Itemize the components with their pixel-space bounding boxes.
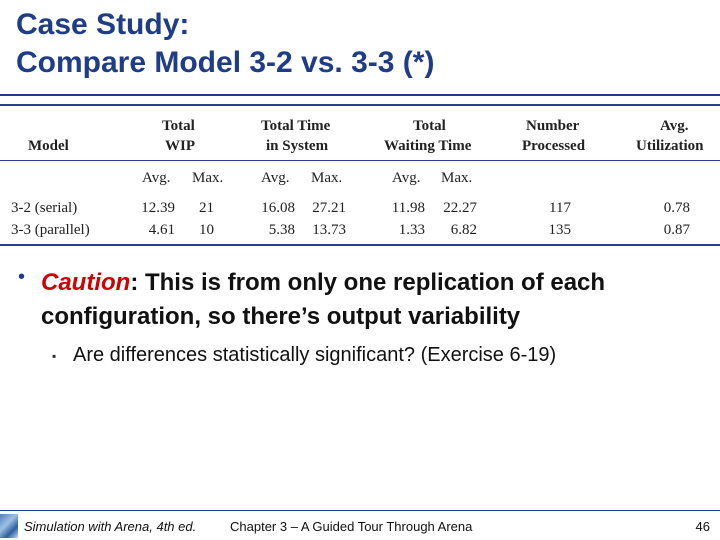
arena-logo-icon: [0, 514, 18, 538]
row2-time-max: 13.73: [312, 222, 346, 238]
footer-chapter-title: Chapter 3 – A Guided Tour Through Arena: [230, 519, 473, 534]
caution-word: Caution: [41, 269, 131, 296]
subheader-wip-avg: Avg.: [142, 170, 171, 186]
table-top-rule: [0, 104, 720, 106]
subheader-time-max: Max.: [311, 170, 343, 186]
subheader-wait-max: Max.: [441, 170, 473, 186]
caution-body: : This is from only one replication of each configuration, so there’s output variability: [41, 269, 606, 330]
row2-time-avg: 5.38: [268, 222, 295, 238]
row1-wip-max: 21: [199, 200, 214, 216]
subheader-time-avg: Avg.: [261, 170, 290, 186]
row1-utilization: 0.78: [663, 200, 690, 216]
header-wip-2: WIP: [165, 138, 195, 154]
header-util-2: Utilization: [636, 138, 704, 154]
sub-bullet-text: Are differences statistically significant? (Exercise 6-19): [73, 344, 557, 366]
slide-title: [16, 6, 434, 82]
title-line-2: Compare Model 3-2 vs. 3-3 (*): [16, 46, 435, 79]
footer-divider: [0, 510, 720, 511]
row1-wait-max: 22.27: [443, 200, 477, 216]
row1-wip-avg: 12.39: [141, 200, 175, 216]
sub-bullet-marker: ▪: [52, 349, 57, 363]
footer-book-title: Simulation with Arena, 4th ed.: [24, 519, 197, 534]
header-wait-1: Total: [413, 118, 446, 134]
bullet-marker: •: [18, 266, 26, 288]
row1-processed: 117: [549, 200, 571, 216]
header-time-2: in System: [266, 138, 329, 154]
row2-model: 3-3 (parallel): [11, 222, 90, 238]
page-number: 46: [695, 519, 710, 534]
row2-wait-avg: 1.33: [398, 222, 425, 238]
header-model: Model: [28, 138, 69, 154]
row1-model: 3-2 (serial): [11, 200, 78, 216]
table-bottom-rule: [0, 244, 720, 246]
row2-wait-max: 6.82: [450, 222, 477, 238]
row1-wait-avg: 11.98: [391, 200, 425, 216]
header-util-1: Avg.: [660, 118, 689, 134]
subheader-wait-avg: Avg.: [392, 170, 421, 186]
comparison-table: [0, 104, 720, 246]
row1-time-avg: 16.08: [261, 200, 295, 216]
header-num-1: Number: [526, 118, 580, 134]
row2-processed: 135: [548, 222, 571, 238]
row2-utilization: 0.87: [663, 222, 690, 238]
caution-bullet-text: [41, 266, 716, 334]
subheader-wip-max: Max.: [192, 170, 224, 186]
title-divider: [0, 94, 720, 96]
header-num-2: Processed: [522, 138, 586, 154]
row2-wip-avg: 4.61: [148, 222, 175, 238]
row1-time-max: 27.21: [312, 200, 346, 216]
header-wait-2: Waiting Time: [384, 138, 472, 154]
table-header-rule: [0, 160, 720, 161]
header-time-1: Total Time: [261, 118, 331, 134]
row2-wip-max: 10: [199, 222, 214, 238]
header-wip-1: Total: [162, 118, 195, 134]
title-line-1: Case Study:: [16, 8, 190, 41]
